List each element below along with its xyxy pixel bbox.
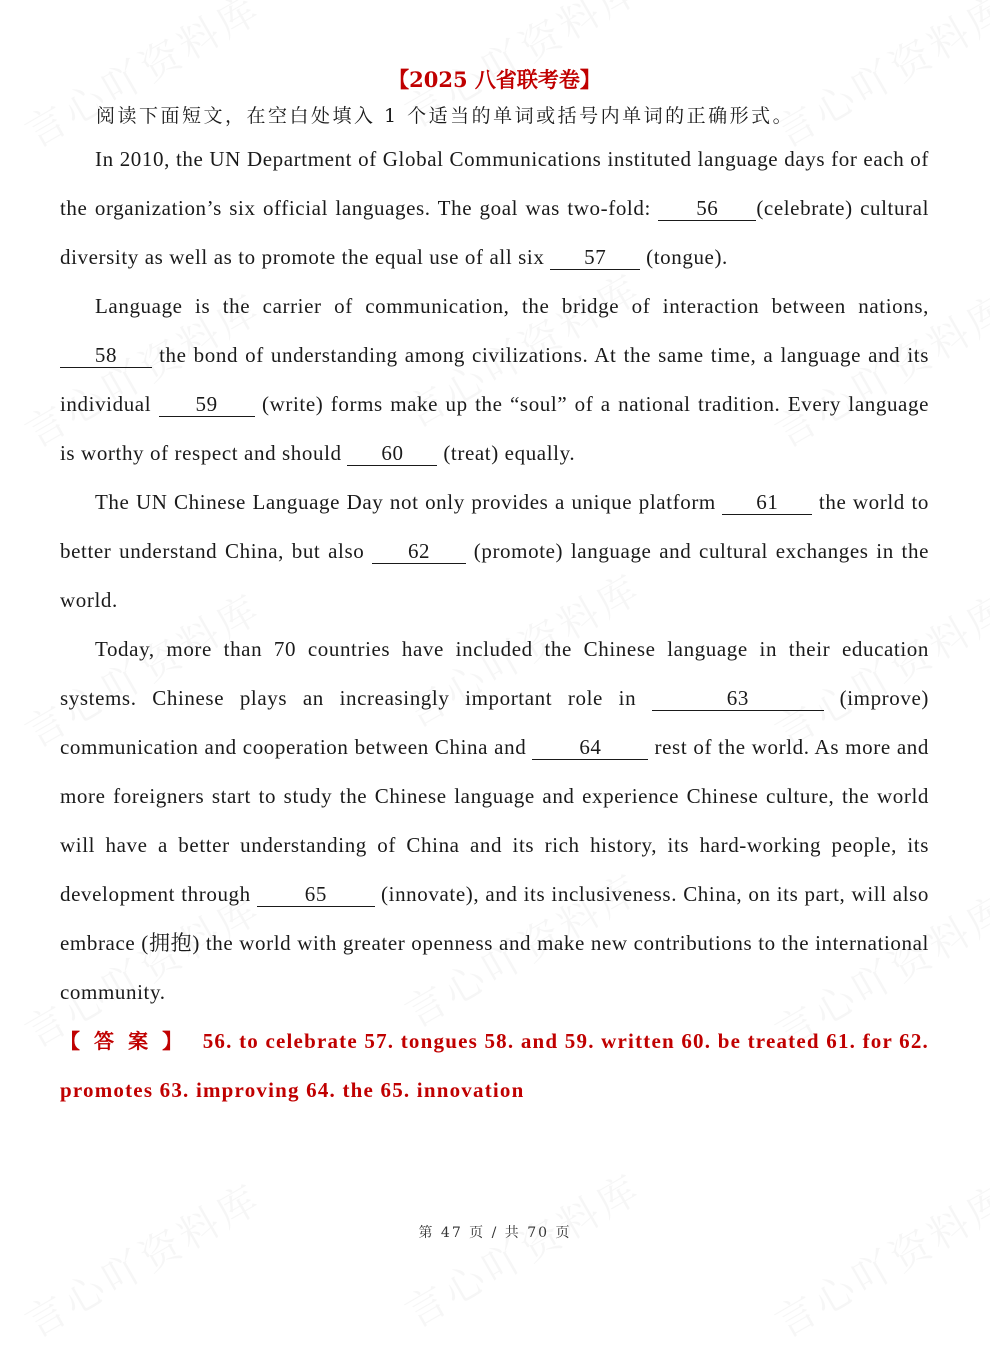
paragraph-text: (tongue). xyxy=(640,245,728,269)
paragraph-4 xyxy=(60,625,929,1017)
blank-62: 62 xyxy=(372,539,466,564)
paragraph-text: (improve) communication and cooperation between China and xyxy=(60,686,929,759)
blank-61: 61 xyxy=(722,490,812,515)
watermark-text xyxy=(763,1168,990,1349)
paragraph-text: (write) forms make up the “soul” of a national tradition. Every language is worthy of respect and should xyxy=(60,392,929,465)
paragraph-text: Today, more than 70 countries have included the Chinese language in their education systems. Chinese plays an increasingly important role in xyxy=(60,637,929,710)
blank-64: 64 xyxy=(532,735,648,760)
paragraph-text: (innovate), and its inclusiveness. China, on its part, will also embrace (拥抱) the world with greater openness and make new contributions to the international community. xyxy=(60,882,930,1004)
blank-57: 57 xyxy=(550,245,640,270)
page-title: 【2025 八省联考卷】 xyxy=(388,67,601,92)
paragraph-text: the bond of understanding among civilizations. At the same time, a language and its individual xyxy=(60,343,929,416)
answer-key xyxy=(60,1017,929,1115)
watermark-text xyxy=(13,1168,270,1349)
document-page xyxy=(60,62,929,1115)
blank-65: 65 xyxy=(257,882,375,907)
paragraph-text: The UN Chinese Language Day not only provides a unique platform xyxy=(95,490,723,514)
instruction-text: 阅读下面短文，在空白处填入 1 个适当的单词或括号内单词的正确形式。 xyxy=(96,105,795,127)
blank-60: 60 xyxy=(347,441,437,466)
paragraph-text: rest of the world. As more and more foreigners start to study the Chinese language and experience Chinese culture, the world will have a better understanding of China and its rich history, its hard-working people, its development through xyxy=(60,735,929,906)
paragraph-text: (celebrate) cultural diversity as well as to promote the equal use of all six xyxy=(60,196,930,269)
paragraph-3 xyxy=(60,478,929,625)
answer-label: 【答案】 xyxy=(60,1029,197,1053)
paragraph-text: the world to better understand China, but also xyxy=(60,490,929,563)
paragraph-1 xyxy=(60,135,929,282)
paragraph-text: Language is the carrier of communication, the bridge of interaction between nations, xyxy=(95,294,929,318)
paragraph-2 xyxy=(60,282,929,478)
blank-63: 63 xyxy=(652,686,824,711)
paragraph-text: (treat) equally. xyxy=(437,441,576,465)
answer-text: 56. to celebrate 57. tongues 58. and 59. written 60. be treated 61. for 62. promotes 63. improving 64. the 65. innovation xyxy=(60,1029,930,1102)
paragraph-text: (promote) language and cultural exchanges in the world. xyxy=(60,539,929,612)
blank-59: 59 xyxy=(159,392,255,417)
watermark-text xyxy=(393,1158,650,1339)
blank-58: 58 xyxy=(60,343,152,368)
page-footer: 第 47 页 / 共 70 页 xyxy=(418,1225,572,1241)
blank-56: 56 xyxy=(658,196,756,221)
paragraph-text: In 2010, the UN Department of Global Communications instituted language days for each of the organization’s six official languages. The goal was two-fold: xyxy=(60,147,929,220)
